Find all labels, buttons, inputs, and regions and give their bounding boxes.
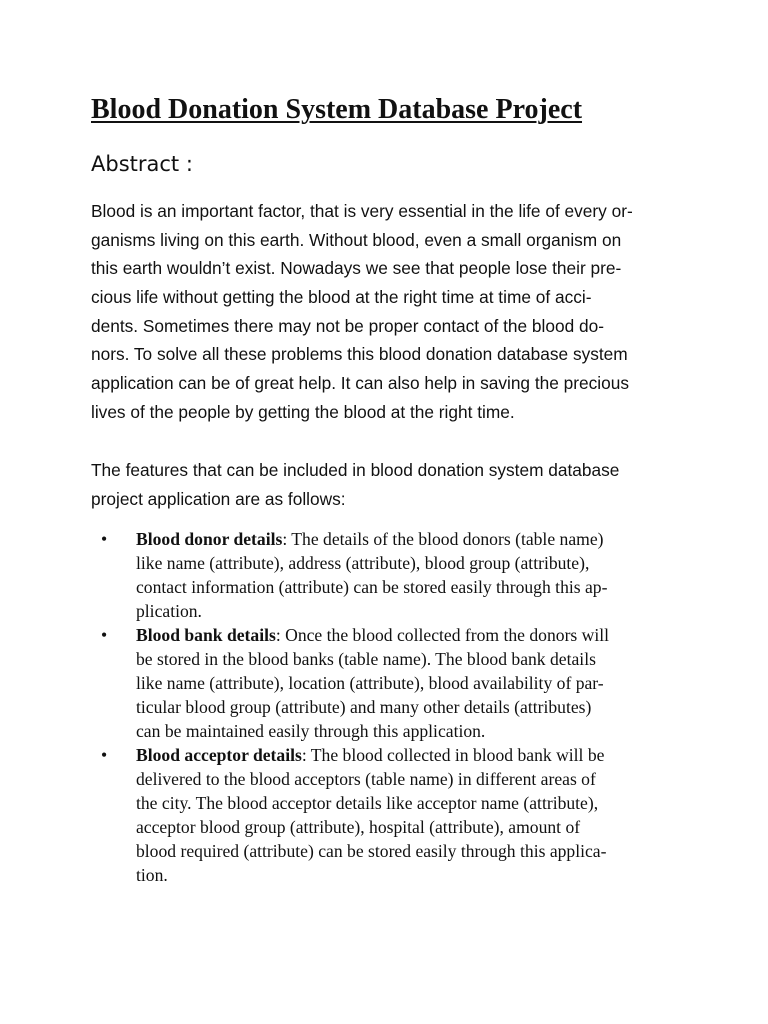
feature-line: can be maintained easily through this application. [136, 721, 486, 741]
feature-line: ticular blood group (attribute) and many other details (attributes) [136, 697, 592, 717]
feature-line: like name (attribute), location (attribute), blood availability of par- [136, 673, 604, 693]
abstract-line: this earth wouldn’t exist. Nowadays we see that people lose their pre- [91, 258, 622, 279]
feature-term: Blood acceptor details [136, 745, 302, 765]
abstract-line: ganisms living on this earth. Without blood, even a small organism on [91, 229, 622, 250]
feature-term: Blood donor details [136, 529, 283, 549]
feature-first-line [136, 623, 609, 647]
feature-text: : The details of the blood donors (table name) [282, 529, 604, 549]
feature-item-blood-acceptor-details [91, 743, 609, 887]
feature-term: Blood bank details [136, 625, 276, 645]
feature-line: the city. The blood acceptor details like acceptor name (attribute), [136, 793, 599, 813]
feature-line: tion. [136, 865, 168, 885]
bullet-icon: • [101, 745, 108, 765]
feature-first-line [136, 527, 609, 551]
abstract-line: lives of the people by getting the blood at the right time. [91, 401, 515, 422]
feature-line: delivered to the blood acceptors (table name) in different areas of [136, 769, 596, 789]
features-list [91, 527, 609, 887]
bullet-icon: • [101, 529, 108, 549]
abstract-line: dents. Sometimes there may not be proper contact of the blood do- [91, 315, 604, 336]
feature-line: acceptor blood group (attribute), hospital (attribute), amount of [136, 817, 581, 837]
features-intro-paragraph [91, 456, 619, 514]
feature-line: contact information (attribute) can be stored easily through this ap- [136, 577, 608, 597]
feature-text: : Once the blood collected from the donors will [275, 625, 610, 645]
feature-line: blood required (attribute) can be stored easily through this applica- [136, 841, 607, 861]
abstract-line: cious life without getting the blood at the right time at time of acci- [91, 287, 592, 308]
features-intro-line: The features that can be included in blood donation system database [91, 460, 620, 480]
abstract-line: Blood is an important factor, that is very essential in the life of every or- [91, 201, 633, 221]
abstract-line: application can be of great help. It can also help in saving the precious [91, 373, 629, 394]
document-title: Blood Donation System Database Project [91, 94, 583, 125]
feature-item-blood-donor-details [91, 527, 609, 623]
feature-first-line [136, 743, 609, 767]
feature-text: : The blood collected in blood bank will be [301, 745, 605, 765]
feature-line: like name (attribute), address (attribute), blood group (attribute), [136, 553, 590, 573]
feature-line: plication. [136, 601, 202, 621]
abstract-paragraph [91, 197, 633, 427]
bullet-icon: • [101, 625, 108, 645]
abstract-line: nors. To solve all these problems this blood donation database system [91, 344, 628, 365]
feature-item-blood-bank-details [91, 623, 609, 743]
features-intro-line: project application are as follows: [91, 489, 346, 509]
feature-line: be stored in the blood banks (table name). The blood bank details [136, 649, 596, 669]
abstract-heading: Abstract : [91, 152, 193, 176]
